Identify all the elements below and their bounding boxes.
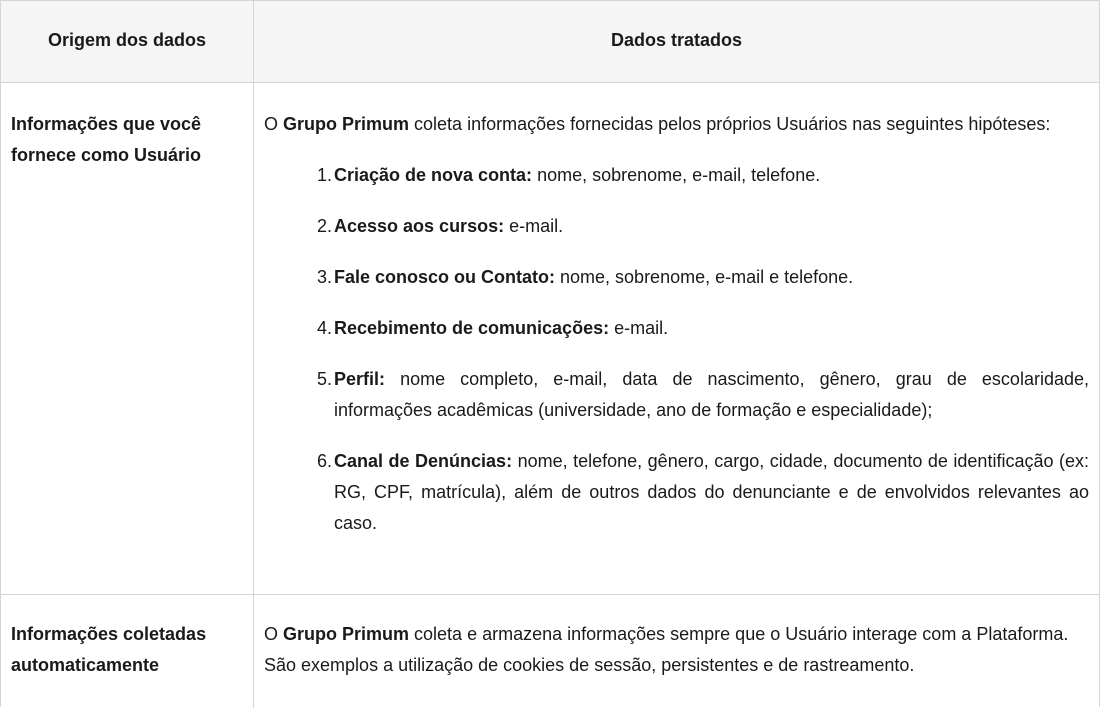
table-row: [1, 83, 1099, 595]
item-title: Acesso aos cursos:: [334, 216, 505, 236]
item-text: [334, 446, 1089, 539]
item-title: Recebimento de comunicações:: [334, 318, 610, 338]
item-number: 4.: [316, 318, 332, 338]
intro-text: coleta informações fornecidas pelos próprios Usuários nas seguintes hipóteses:: [409, 114, 1051, 134]
item-text: [334, 364, 1089, 426]
item-title: Perfil:: [334, 369, 386, 389]
intro-text: coleta e armazena informações sempre que o Usuário interage com a Plataforma. São exemplos a utilização de cookies de sessão, persistentes e de rastreamento.: [264, 624, 1069, 675]
list-item: [264, 160, 1089, 191]
item-number: 5.: [316, 369, 332, 389]
list-item: [264, 313, 1089, 344]
item-number: 6.: [316, 451, 332, 471]
list-item: [264, 211, 1089, 242]
item-description: e-mail.: [609, 318, 669, 338]
intro-paragraph: [264, 109, 1089, 140]
item-number: 3.: [316, 267, 332, 287]
item-title: Fale conosco ou Contato:: [334, 267, 556, 287]
list-item: [264, 262, 1089, 293]
item-number: 2.: [316, 216, 332, 236]
item-description: nome, sobrenome, e-mail, telefone.: [532, 165, 821, 185]
row-label: Informações coletadas automaticamente: [1, 595, 254, 708]
company-name: Grupo Primum: [283, 624, 410, 644]
item-description: e-mail.: [504, 216, 564, 236]
intro-text: O: [264, 624, 284, 644]
item-text: [334, 262, 1089, 293]
company-name: Grupo Primum: [283, 114, 410, 134]
item-description: nome completo, e-mail, data de nascimento, gênero, grau de escolaridade, informações acadêmicas (universidade, ano de formação e especialidade);: [334, 369, 1089, 420]
intro-paragraph: [264, 619, 1089, 681]
item-text: [334, 211, 1089, 242]
list-item: [264, 364, 1089, 426]
item-description: nome, sobrenome, e-mail e telefone.: [555, 267, 854, 287]
row-label: Informações que você fornece como Usuário: [1, 83, 254, 594]
item-text: [334, 160, 1089, 191]
item-text: [334, 313, 1089, 344]
item-description: nome, telefone, gênero, cargo, cidade, documento de identificação (ex: RG, CPF, matrícula), além de outros dados do denunciante e de envolvidos relevantes ao caso.: [334, 451, 1089, 533]
table-row: [1, 595, 1099, 708]
data-items-list: [264, 160, 1089, 539]
item-title: Canal de Denúncias:: [334, 451, 513, 471]
header-dados: Dados tratados: [610, 30, 743, 50]
item-title: Criação de nova conta:: [334, 165, 533, 185]
table-header-row: [1, 1, 1099, 83]
item-number: 1.: [316, 165, 332, 185]
intro-text: O: [264, 114, 284, 134]
row-content: [254, 595, 1099, 708]
header-origem: Origem dos dados: [1, 1, 254, 82]
list-item: [264, 446, 1089, 539]
row-content: [254, 83, 1099, 594]
